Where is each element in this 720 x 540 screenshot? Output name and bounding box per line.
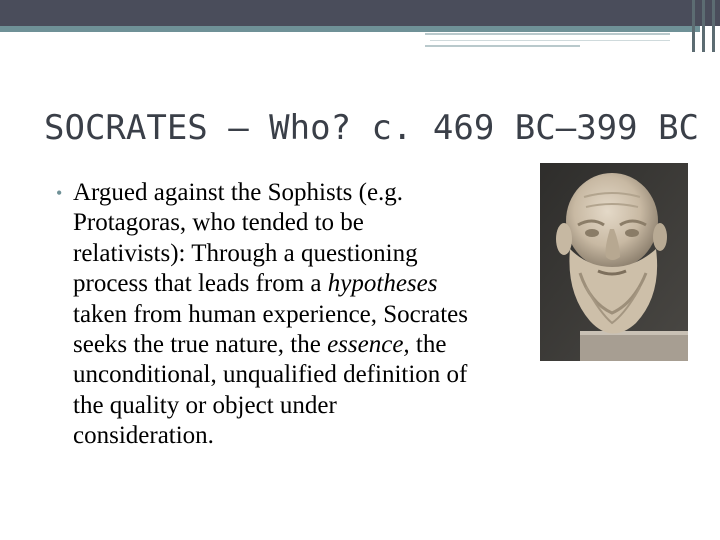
bullet-text: the unconditional, unqualified definition of the quality or object under consideration.: [73, 331, 468, 450]
bullet-text-emphasis: hypotheses: [327, 270, 438, 298]
header-line: [425, 33, 670, 35]
bullet-text: Argued against the Sophists (e.g. Protagoras, who tended to be relativists): Through a questioning process that leads from a: [73, 179, 418, 298]
header-line: [425, 45, 580, 47]
corner-bars: [676, 0, 720, 52]
bullet-text: taken from human experience, Socrates seeks the true nature, the: [73, 300, 468, 359]
header-line: [430, 40, 670, 41]
header-band: [0, 0, 720, 26]
list-item: [56, 178, 476, 452]
socrates-bust-image: [540, 163, 688, 361]
bullet-icon: •: [56, 183, 63, 203]
bullet-text-emphasis: essence,: [327, 331, 410, 359]
bullet-list: [56, 178, 476, 452]
slide-title: SOCRATES – Who? c. 469 BC–399 BC: [44, 108, 700, 148]
header-stripe: [0, 26, 700, 32]
